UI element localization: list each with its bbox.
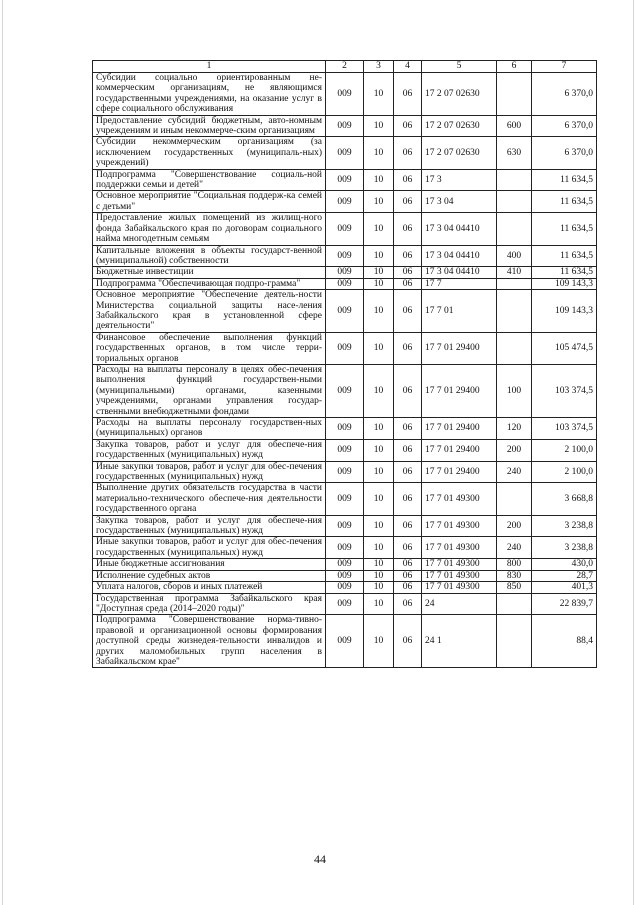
subsection-code: 06 [394,137,422,169]
amount: 2 100,0 [532,439,597,461]
amount: 88,4 [532,615,597,668]
section-code: 10 [364,267,394,278]
row-description: Основное мероприятие "Социальная поддерж-ка семей с детьми" [93,191,326,213]
expense-type-code [497,213,532,245]
grbs-code: 009 [326,267,364,278]
amount: 11 634,5 [532,191,597,213]
table-row [93,290,597,333]
subsection-code: 06 [394,191,422,213]
expense-type-code: 600 [497,115,532,137]
expense-type-code [497,332,532,364]
table-row [93,593,597,615]
row-description: Исполнение судебных актов [93,570,326,581]
row-description: Подпрограмма "Совершенствование норма-тивно-правовой и организационной основы формирования доступной среды жизнедея-тельности инвалидов и других маломобильных групп населения в Забайкальском крае" [93,615,326,668]
grbs-code: 009 [326,332,364,364]
section-code: 10 [364,537,394,559]
table-row [93,418,597,440]
section-code: 10 [364,364,394,417]
subsection-code: 06 [394,615,422,668]
row-description: Подпрограмма "Обеспечивающая подпро-грамма" [93,278,326,289]
row-description: Субсидии некоммерческим организациям (за исключением государственных (муниципаль-ных) учреждений) [93,137,326,169]
amount: 11 634,5 [532,213,597,245]
grbs-code: 009 [326,570,364,581]
expense-type-code [497,278,532,289]
table-row [93,332,597,364]
grbs-code: 009 [326,278,364,289]
amount: 3 238,8 [532,515,597,537]
amount: 11 634,5 [532,169,597,191]
column-header: 1 [93,61,326,73]
expense-type-code: 240 [497,461,532,483]
grbs-code: 009 [326,515,364,537]
table-body [93,73,597,668]
table-row [93,73,597,116]
section-code: 10 [364,593,394,615]
section-code: 10 [364,115,394,137]
grbs-code: 009 [326,593,364,615]
target-article-code: 17 2 07 02630 [422,137,497,169]
grbs-code: 009 [326,418,364,440]
subsection-code: 06 [394,115,422,137]
expense-type-code: 200 [497,439,532,461]
section-code: 10 [364,461,394,483]
subsection-code: 06 [394,593,422,615]
target-article-code: 17 2 07 02630 [422,73,497,116]
subsection-code: 06 [394,213,422,245]
amount: 105 474,5 [532,332,597,364]
grbs-code: 009 [326,615,364,668]
target-article-code: 17 7 01 49300 [422,570,497,581]
column-header: 3 [364,61,394,73]
table-row [93,570,597,581]
subsection-code: 06 [394,582,422,593]
grbs-code: 009 [326,115,364,137]
target-article-code: 17 7 01 49300 [422,537,497,559]
grbs-code: 009 [326,137,364,169]
table-row [93,169,597,191]
section-code: 10 [364,169,394,191]
section-code: 10 [364,73,394,116]
amount: 6 370,0 [532,115,597,137]
grbs-code: 009 [326,73,364,116]
table-row [93,483,597,515]
table-row [93,537,597,559]
table-row [93,191,597,213]
expense-type-code [497,169,532,191]
column-header: 7 [532,61,597,73]
section-code: 10 [364,213,394,245]
subsection-code: 06 [394,169,422,191]
amount: 103 374,5 [532,364,597,417]
table-row [93,615,597,668]
table-row [93,213,597,245]
expense-type-code: 240 [497,537,532,559]
target-article-code: 17 7 01 49300 [422,582,497,593]
table-row [93,278,597,289]
column-header: 6 [497,61,532,73]
page-right-edge [633,0,634,905]
target-article-code: 17 7 [422,278,497,289]
row-description: Расходы на выплаты персоналу государствен-ных (муниципальных) органов [93,418,326,440]
subsection-code: 06 [394,439,422,461]
target-article-code: 17 3 [422,169,497,191]
section-code: 10 [364,290,394,333]
subsection-code: 06 [394,278,422,289]
table-row [93,137,597,169]
section-code: 10 [364,439,394,461]
target-article-code: 17 7 01 49300 [422,559,497,570]
subsection-code: 06 [394,332,422,364]
section-code: 10 [364,582,394,593]
expense-type-code: 850 [497,582,532,593]
section-code: 10 [364,191,394,213]
row-description: Иные закупки товаров, работ и услуг для обес-печения государственных (муниципальных) нужд [93,461,326,483]
expense-type-code: 400 [497,245,532,267]
subsection-code: 06 [394,515,422,537]
amount: 22 839,7 [532,593,597,615]
budget-table [92,60,597,668]
row-description: Основное мероприятие "Обеспечение деятель-ности Министерства социальной защиты насе-ления Забайкальского края в установленной сфере деятельности" [93,290,326,333]
grbs-code: 009 [326,461,364,483]
subsection-code: 06 [394,245,422,267]
amount: 6 370,0 [532,73,597,116]
section-code: 10 [364,515,394,537]
grbs-code: 009 [326,169,364,191]
amount: 3 668,8 [532,483,597,515]
amount: 430,0 [532,559,597,570]
amount: 103 374,5 [532,418,597,440]
row-description: Капитальные вложения в объекты государст-венной (муниципальной) собственности [93,245,326,267]
target-article-code: 17 7 01 49300 [422,483,497,515]
subsection-code: 06 [394,73,422,116]
target-article-code: 17 2 07 02630 [422,115,497,137]
table-row [93,245,597,267]
table-row [93,461,597,483]
target-article-code: 17 7 01 29400 [422,439,497,461]
target-article-code: 17 7 01 29400 [422,332,497,364]
expense-type-code: 100 [497,364,532,417]
amount: 2 100,0 [532,461,597,483]
section-code: 10 [364,137,394,169]
table-row [93,364,597,417]
section-code: 10 [364,559,394,570]
grbs-code: 009 [326,213,364,245]
table-row [93,515,597,537]
expense-type-code [497,593,532,615]
grbs-code: 009 [326,191,364,213]
target-article-code: 17 7 01 29400 [422,461,497,483]
amount: 28,7 [532,570,597,581]
amount: 11 634,5 [532,267,597,278]
row-description: Закупка товаров, работ и услуг для обеспече-ния государственных (муниципальных) нужд [93,515,326,537]
expense-type-code: 410 [497,267,532,278]
row-description: Расходы на выплаты персоналу в целях обес-печения выполнения функций государствен-ными (муниципальными) органами, казенными учреждениями, органами управления государ-ственными внебюджетными фондами [93,364,326,417]
row-description: Финансовое обеспечение выполнения функций государственных органов, в том числе терри-ториальных органов [93,332,326,364]
target-article-code: 17 3 04 [422,191,497,213]
row-description: Закупка товаров, работ и услуг для обеспече-ния государственных (муниципальных) нужд [93,439,326,461]
subsection-code: 06 [394,418,422,440]
target-article-code: 17 3 04 04410 [422,267,497,278]
grbs-code: 009 [326,290,364,333]
row-description: Подпрограмма "Совершенствование социаль-ной поддержки семьи и детей" [93,169,326,191]
table-row [93,559,597,570]
header-row [93,61,597,73]
amount: 109 143,3 [532,278,597,289]
subsection-code: 06 [394,364,422,417]
row-description: Субсидии социально ориентированным не-коммерческим организациям, не являющимся государственными учреждениями, на оказание услуг в сфере социального обслуживания [93,73,326,116]
section-code: 10 [364,570,394,581]
amount: 11 634,5 [532,245,597,267]
expense-type-code [497,191,532,213]
expense-type-code: 830 [497,570,532,581]
column-header: 5 [422,61,497,73]
grbs-code: 009 [326,537,364,559]
page-left-edge [2,0,3,905]
expense-type-code: 200 [497,515,532,537]
expense-type-code [497,615,532,668]
target-article-code: 17 7 01 49300 [422,515,497,537]
target-article-code: 17 7 01 [422,290,497,333]
subsection-code: 06 [394,461,422,483]
table-row [93,115,597,137]
expense-type-code: 800 [497,559,532,570]
column-header: 4 [394,61,422,73]
row-description: Предоставление жилых помещений из жилищ-ного фонда Забайкальского края по договорам социального найма многодетным семьям [93,213,326,245]
target-article-code: 24 [422,593,497,615]
expense-type-code [497,73,532,116]
table-row [93,267,597,278]
grbs-code: 009 [326,439,364,461]
subsection-code: 06 [394,267,422,278]
expense-type-code [497,290,532,333]
row-description: Бюджетные инвестиции [93,267,326,278]
grbs-code: 009 [326,483,364,515]
subsection-code: 06 [394,290,422,333]
section-code: 10 [364,245,394,267]
row-description: Иные бюджетные ассигнования [93,559,326,570]
section-code: 10 [364,418,394,440]
amount: 109 143,3 [532,290,597,333]
grbs-code: 009 [326,559,364,570]
expense-type-code: 120 [497,418,532,440]
grbs-code: 009 [326,245,364,267]
target-article-code: 17 3 04 04410 [422,245,497,267]
row-description: Иные закупки товаров, работ и услуг для обес-печения государственных (муниципальных) нужд [93,537,326,559]
table-row [93,582,597,593]
subsection-code: 06 [394,570,422,581]
row-description: Предоставление субсидий бюджетным, авто-номным учреждениям и иным некоммерче-ским организациям [93,115,326,137]
section-code: 10 [364,615,394,668]
amount: 3 238,8 [532,537,597,559]
table-row [93,439,597,461]
grbs-code: 009 [326,364,364,417]
section-code: 10 [364,278,394,289]
target-article-code: 17 7 01 29400 [422,418,497,440]
target-article-code: 17 3 04 04410 [422,213,497,245]
subsection-code: 06 [394,559,422,570]
target-article-code: 24 1 [422,615,497,668]
section-code: 10 [364,332,394,364]
expense-type-code: 630 [497,137,532,169]
subsection-code: 06 [394,483,422,515]
section-code: 10 [364,483,394,515]
column-header: 2 [326,61,364,73]
page-number: 44 [314,852,326,866]
amount: 401,3 [532,582,597,593]
target-article-code: 17 7 01 29400 [422,364,497,417]
row-description: Государственная программа Забайкальского края "Доступная среда (2014–2020 годы)" [93,593,326,615]
row-description: Выполнение других обязательств государства в части материально-технического обеспече-ния деятельности государственного органа [93,483,326,515]
subsection-code: 06 [394,537,422,559]
row-description: Уплата налогов, сборов и иных платежей [93,582,326,593]
amount: 6 370,0 [532,137,597,169]
expense-type-code [497,483,532,515]
grbs-code: 009 [326,582,364,593]
